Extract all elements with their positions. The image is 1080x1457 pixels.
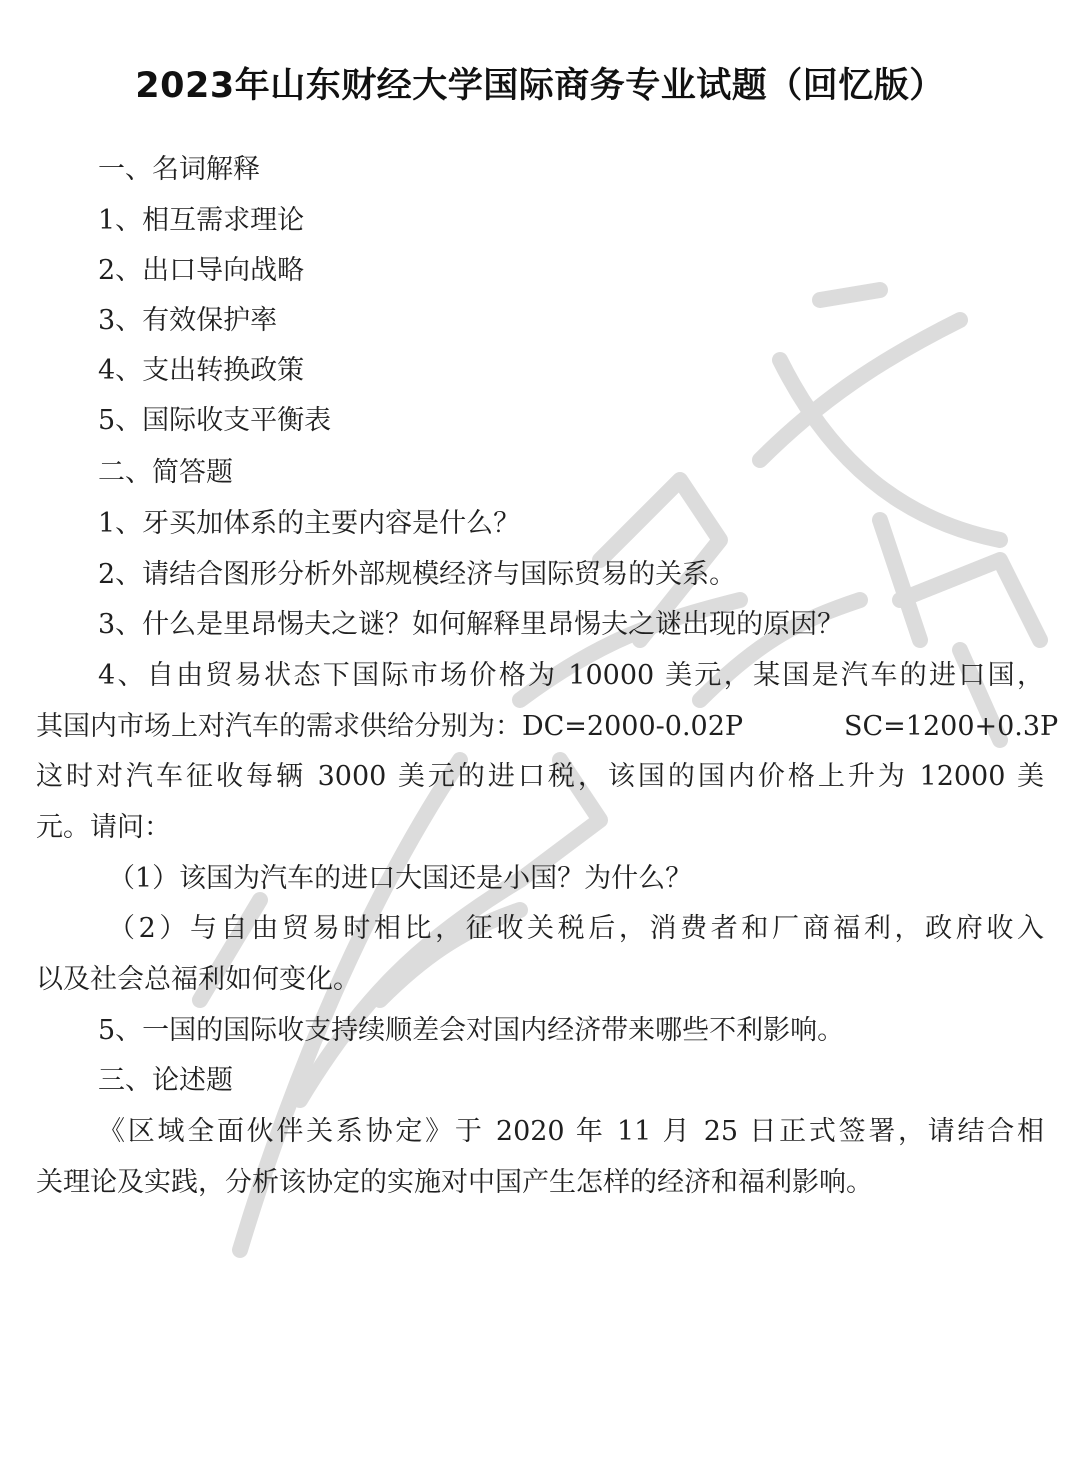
- question-4-line-4: 元。请问：: [36, 812, 171, 843]
- section-heading-short-answer: 二、简答题: [98, 457, 233, 488]
- question-4-line-1: 4、自由贸易状态下国际市场价格为 10000 美元，某国是汽车的进口国，: [98, 660, 1044, 691]
- question-4-line-2: [36, 709, 743, 745]
- supply-formula: SC=1200+0.3P: [844, 711, 1059, 742]
- demand-formula: 其国内市场上对汽车的需求供给分别为：DC=2000-0.02P: [36, 711, 744, 742]
- section-heading-terms: 一、名词解释: [98, 154, 260, 185]
- section-heading-essay: 三、论述题: [98, 1065, 233, 1096]
- essay-line-1: 《区域全面伙伴关系协定》于 2020 年 11 月 25 日正式签署，请结合相: [98, 1116, 1044, 1147]
- question-5: 5、一国的国际收支持续顺差会对国内经济带来哪些不利影响。: [98, 1015, 845, 1046]
- term-item: 4、支出转换政策: [98, 355, 305, 386]
- question-4-sub-1: （1）该国为汽车的进口大国还是小国？为什么？: [108, 863, 693, 894]
- question-4-sub-2-line-2: 以及社会总福利如何变化。: [36, 964, 360, 995]
- term-item: 5、国际收支平衡表: [98, 405, 332, 436]
- question-4-sub-2-line-1: （2）与自由贸易时相比，征收关税后，消费者和厂商福利，政府收入: [108, 913, 1044, 944]
- term-item: 2、出口导向战略: [98, 255, 305, 286]
- question-4-line-3: 这时对汽车征收每辆 3000 美元的进口税，该国的国内价格上升为 12000 美: [36, 761, 1044, 792]
- question-3: 3、什么是里昂惕夫之谜？如何解释里昂惕夫之谜出现的原因？: [98, 609, 845, 640]
- essay-line-2: 关理论及实践，分析该协定的实施对中国产生怎样的经济和福利影响。: [36, 1167, 873, 1198]
- page-title: 2023年山东财经大学国际商务专业试题（回忆版）: [135, 66, 945, 106]
- question-2: 2、请结合图形分析外部规模经济与国际贸易的关系。: [98, 559, 737, 590]
- question-1: 1、牙买加体系的主要内容是什么？: [98, 508, 521, 539]
- term-item: 3、有效保护率: [98, 305, 278, 336]
- term-item: 1、相互需求理论: [98, 205, 305, 236]
